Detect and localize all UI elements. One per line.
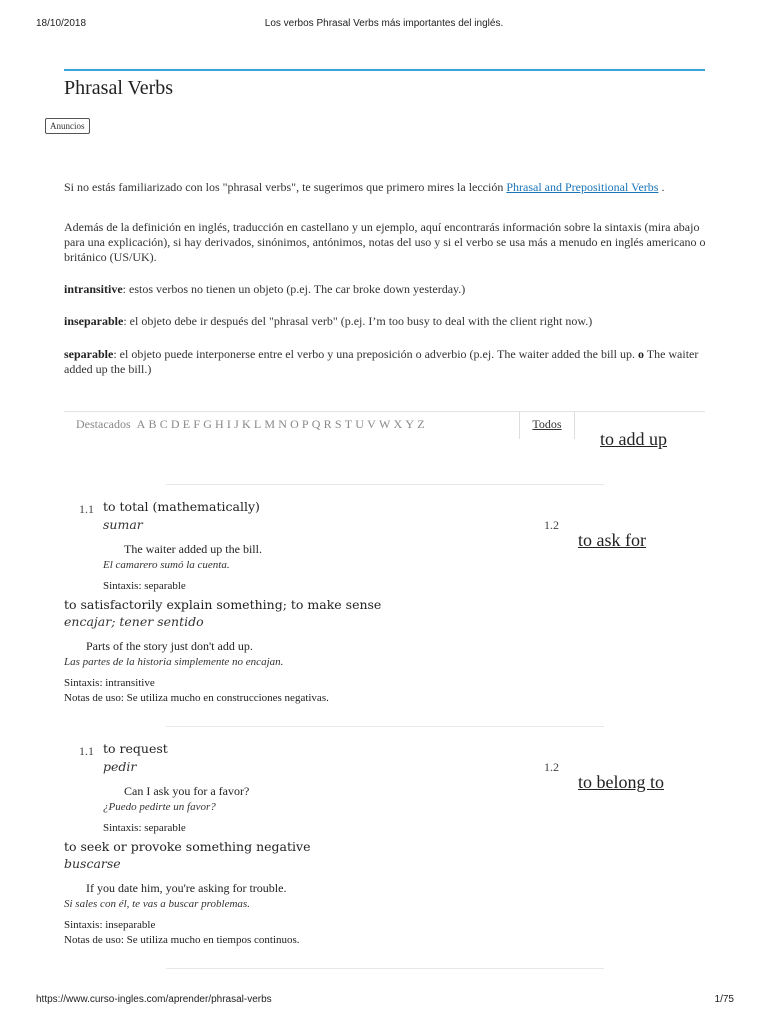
example-sentence: Can I ask you for a favor? [124,784,250,798]
syntax-inseparable [64,314,706,329]
letter-m[interactable]: M [264,417,276,431]
syntax-explanation: : el objeto puede interponerse entre el verbo y una preposición o adverbio (p.ej. The waiter added the bill up. [113,347,638,361]
alphabet-row [76,417,428,432]
print-url: https://www.curso-ingles.com/aprender/phrasal-verbs [36,994,272,1005]
letter-x[interactable]: X [393,417,403,431]
verb-heading-add-up[interactable]: to add up [600,429,667,449]
intro-text: Si no estás familiarizado con los "phrasal verbs", te sugerimos que primero mires la lección [64,180,507,194]
letter-e[interactable]: E [182,417,191,431]
syntax-term: inseparable [64,314,124,328]
sense-definition: to total (mathematically) [103,499,260,514]
example-translation: Si sales con él, te vas a buscar problemas. [64,898,250,910]
letter-v[interactable]: V [367,417,376,431]
letter-f[interactable]: F [193,417,200,431]
letter-s[interactable]: S [334,417,342,431]
letter-i[interactable]: I [226,417,231,431]
letter-w[interactable]: W [378,417,391,431]
sense-definition: to seek or provoke something negative [64,839,311,854]
entry-divider [166,484,604,485]
syntax-intransitive [64,282,706,297]
entry-divider [166,968,604,969]
syntax-label: Sintaxis: intransitive [64,677,155,689]
letter-t[interactable]: T [344,417,353,431]
example-translation: El camarero sumó la cuenta. [103,559,230,571]
sense-number: 1.2 [544,760,559,774]
letter-r[interactable]: R [323,417,332,431]
letter-y[interactable]: Y [405,417,415,431]
letter-n[interactable]: N [278,417,287,431]
letter-p[interactable]: P [301,417,309,431]
entry-divider [166,726,604,727]
all-filter-button[interactable]: Todos [519,412,575,439]
phrasal-prepositional-link[interactable]: Phrasal and Prepositional Verbs [506,180,659,194]
syntax-or: o [637,347,644,361]
letter-u[interactable]: U [355,417,364,431]
example-sentence: Parts of the story just don't add up. [86,639,253,653]
letter-b[interactable]: B [148,417,157,431]
sense-number: 1.1 [79,502,94,516]
sense-definition: to request [103,741,168,756]
description-paragraph: Además de la definición en inglés, traducción en castellano y un ejemplo, aquí encontrarás información sobre la sintaxis (mira abajo para una explicación), si hay derivados, sinónimos, antónimos, notas del uso y si el verbo se usa más a menudo en inglés americano o británico (US/UK). [64,220,706,264]
letter-g[interactable]: G [203,417,212,431]
syntax-term: intransitive [64,282,123,296]
ads-label: Anuncios [45,118,90,134]
top-divider [64,69,705,71]
usage-notes: Notas de uso: Se utiliza mucho en tiempos continuos. [64,934,300,946]
sense-translation: buscarse [64,856,121,871]
syntax-label: Sintaxis: separable [103,580,186,592]
sense-translation: pedir [103,759,137,774]
letter-c[interactable]: C [159,417,168,431]
example-translation: ¿Puedo pedirte un favor? [103,801,216,813]
example-sentence: If you date him, you're asking for trouble. [86,881,287,895]
syntax-separable [64,347,706,377]
letter-h[interactable]: H [215,417,224,431]
print-date: 18/10/2018 [36,18,87,29]
intro-paragraph [64,180,706,195]
letter-o[interactable]: O [290,417,299,431]
letter-q[interactable]: Q [311,417,321,431]
letter-j[interactable]: J [234,417,239,431]
syntax-explanation: : el objeto debe ir después del "phrasal verb" (p.ej. I’m too busy to deal with the client right now.) [123,314,593,328]
letter-l[interactable]: L [253,417,262,431]
sense-number: 1.2 [544,518,559,532]
sense-definition: to satisfactorily explain something; to make sense [64,597,382,612]
sense-number: 1.1 [79,744,94,758]
verb-heading-belong-to[interactable]: to belong to [578,772,664,792]
letter-d[interactable]: D [170,417,180,431]
print-page-number: 1/75 [714,994,734,1005]
example-translation: Las partes de la historia simplemente no encajan. [64,656,284,668]
syntax-explanation-end: The waiter added up the bill.) [64,347,699,376]
page-title: Phrasal Verbs [64,77,174,99]
letter-k[interactable]: K [241,417,251,431]
usage-notes: Notas de uso: Se utiliza mucho en construcciones negativas. [64,692,329,704]
sense-translation: encajar; tener sentido [64,614,204,629]
verb-heading-ask-for[interactable]: to ask for [578,530,646,550]
sense-translation: sumar [103,517,143,532]
letter-z[interactable]: Z [417,417,425,431]
featured-filter[interactable]: Destacados [76,417,131,431]
syntax-label: Sintaxis: separable [103,822,186,834]
intro-text-end: . [658,180,665,194]
letter-a[interactable]: A [136,417,146,431]
syntax-label: Sintaxis: inseparable [64,919,156,931]
syntax-explanation: : estos verbos no tienen un objeto (p.ej. The car broke down yesterday.) [122,282,466,296]
example-sentence: The waiter added up the bill. [124,542,262,556]
syntax-term: separable [64,347,114,361]
print-title: Los verbos Phrasal Verbs más importantes del inglés. [264,18,504,29]
